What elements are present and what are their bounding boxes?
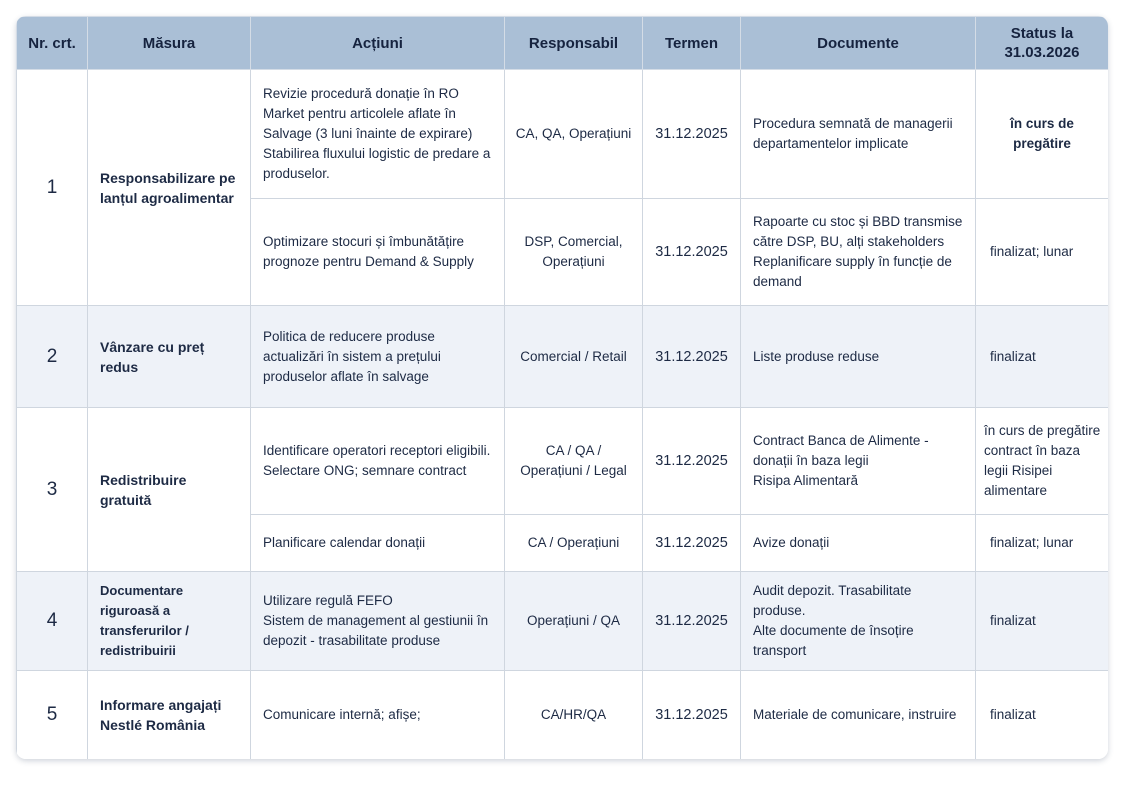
action-line: Optimizare stocuri și îmbunătățire prognoze pentru Demand & Supply (263, 234, 474, 269)
action-line: Comunicare internă; afișe; (263, 707, 421, 722)
actions-cell (251, 408, 505, 515)
header-status: Status la 31.03.2026 (976, 17, 1109, 70)
action-line: Planificare calendar donații (263, 535, 426, 550)
status-cell: în curs de pregătire (976, 70, 1109, 199)
status-cell: finalizat; lunar (976, 515, 1109, 572)
measure-name: Documentare riguroasă a transferurilor / redistribuirii (88, 572, 251, 671)
actions-cell (251, 70, 505, 199)
measures-table (16, 16, 1108, 759)
table-row (17, 306, 1109, 408)
row-number: 5 (17, 671, 88, 760)
responsible-cell: CA, QA, Operațiuni (505, 70, 643, 199)
document-line: Rapoarte cu stoc și BBD transmise către DSP, BU, alți stakeholders (753, 214, 963, 249)
action-line: Utilizare regulă FEFO (263, 593, 393, 608)
header-documente: Documente (741, 17, 976, 70)
measure-name: Responsabilizare pe lanțul agroalimentar (88, 70, 251, 306)
documents-cell (741, 408, 976, 515)
document-line: Avize donații (753, 535, 830, 550)
action-line: Politica de reducere produse actualizări în sistem a prețului produselor aflate în salvage (263, 328, 441, 384)
action-line: Identificare operatori receptori eligibili. (263, 443, 491, 458)
measure-name: Informare angajați Nestlé România (88, 671, 251, 760)
deadline-cell: 31.12.2025 (643, 408, 741, 515)
measures-table-card (16, 16, 1108, 759)
documents-cell (741, 199, 976, 306)
action-line: Revizie procedură donație în RO Market pentru articolele aflate în Salvage (3 luni înainte de expirare) (263, 86, 473, 141)
table-header-row (17, 17, 1109, 70)
measure-name: Redistribuire gratuită (88, 408, 251, 572)
documents-cell (741, 306, 976, 408)
documents-cell (741, 70, 976, 199)
responsible-cell: Operațiuni / QA (505, 572, 643, 671)
table-row (17, 70, 1109, 199)
action-line: Selectare ONG; semnare contract (263, 463, 467, 478)
document-line: Audit depozit. Trasabilitate produse. (753, 583, 912, 618)
deadline-cell: 31.12.2025 (643, 70, 741, 199)
document-line: Contract Banca de Alimente - donații în baza legii (753, 433, 929, 468)
document-line: Liste produse reduse (753, 348, 880, 364)
document-line: Materiale de comunicare, instruire (753, 707, 957, 722)
documents-cell (741, 671, 976, 760)
responsible-cell: CA / Operațiuni (505, 515, 643, 572)
documents-cell (741, 515, 976, 572)
table-row (17, 671, 1109, 760)
actions-cell (251, 671, 505, 760)
row-number: 2 (17, 306, 88, 408)
responsible-cell: DSP, Comercial, Operațiuni (505, 199, 643, 306)
measure-name: Vânzare cu preț redus (88, 306, 251, 408)
actions-cell (251, 306, 505, 408)
document-line: Risipa Alimentară (753, 473, 859, 488)
table-row (17, 572, 1109, 671)
status-cell: în curs de pregătire contract în baza legii Risipei alimentare (976, 408, 1109, 515)
actions-cell (251, 572, 505, 671)
row-number: 4 (17, 572, 88, 671)
header-masura: Măsura (88, 17, 251, 70)
status-cell: finalizat (976, 572, 1109, 671)
deadline-cell: 31.12.2025 (643, 199, 741, 306)
header-responsabil: Responsabil (505, 17, 643, 70)
row-number: 3 (17, 408, 88, 572)
responsible-cell: CA/HR/QA (505, 671, 643, 760)
deadline-cell: 31.12.2025 (643, 572, 741, 671)
table-row (17, 408, 1109, 515)
documents-cell (741, 572, 976, 671)
row-number: 1 (17, 70, 88, 306)
status-cell: finalizat; lunar (976, 199, 1109, 306)
document-line: Alte documente de însoțire transport (753, 623, 914, 658)
header-nr: Nr. crt. (17, 17, 88, 70)
document-line: Procedura semnată de managerii departamentelor implicate (753, 116, 953, 151)
responsible-cell: Comercial / Retail (505, 306, 643, 408)
actions-cell (251, 199, 505, 306)
action-line: Stabilirea fluxului logistic de predare a produselor. (263, 146, 491, 181)
status-cell: finalizat (976, 671, 1109, 760)
header-termen: Termen (643, 17, 741, 70)
document-line: Replanificare supply în funcție de demand (753, 254, 952, 289)
status-cell: finalizat (976, 306, 1109, 408)
responsible-cell: CA / QA / Operațiuni / Legal (505, 408, 643, 515)
actions-cell (251, 515, 505, 572)
deadline-cell: 31.12.2025 (643, 306, 741, 408)
deadline-cell: 31.12.2025 (643, 515, 741, 572)
deadline-cell: 31.12.2025 (643, 671, 741, 760)
header-actiuni: Acțiuni (251, 17, 505, 70)
action-line: Sistem de management al gestiunii în depozit - trasabilitate produse (263, 613, 489, 648)
